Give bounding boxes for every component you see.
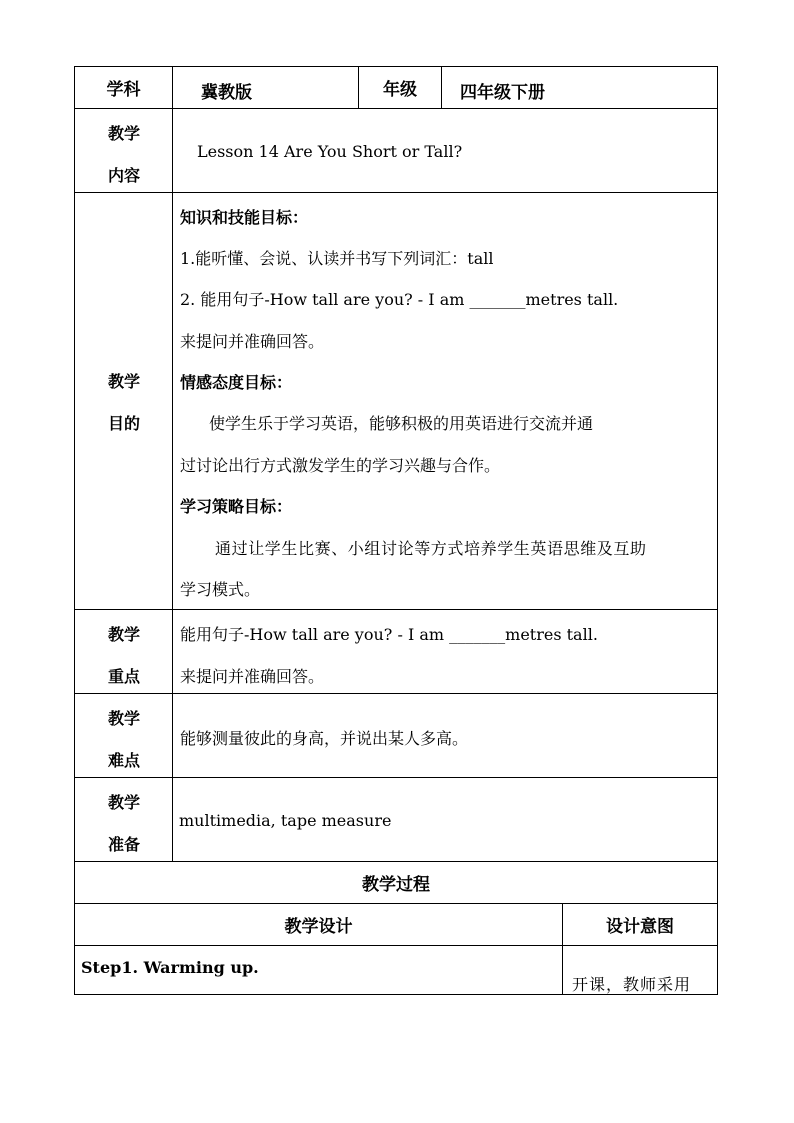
subject-label: 学科 <box>74 66 172 108</box>
objectives-label-line2: 目的 <box>107 414 140 433</box>
header-row <box>74 66 718 108</box>
preparation-label-line2: 准备 <box>107 835 140 854</box>
step1-cell <box>74 945 562 995</box>
strategy-line-1: 通过让学生比赛、小组讨论等方式培养学生英语思维及互助 <box>215 539 647 558</box>
knowledge-line-1: 1.能听懂、会说、认读并书写下列词汇：tall <box>180 249 494 268</box>
process-title-row <box>74 861 718 903</box>
lesson-title: Lesson 14 Are You Short or Tall? <box>197 142 463 161</box>
key-points-label-cell <box>74 609 172 693</box>
objectives-label-cell <box>74 192 172 609</box>
difficulties-text: 能够测量彼此的身高，并说出某人多高。 <box>180 729 469 748</box>
difficulties-value-cell <box>172 693 718 777</box>
knowledge-line-3: 来提问并准确回答。 <box>180 332 325 351</box>
strategy-line-2: 学习模式。 <box>180 580 261 599</box>
difficulties-label-line2: 难点 <box>107 751 140 770</box>
preparation-label-line1: 教学 <box>107 793 140 812</box>
content-label-line1: 教学 <box>107 124 140 143</box>
content-row <box>74 108 718 192</box>
key-points-row <box>74 609 718 693</box>
design-header: 教学设计 <box>74 903 562 945</box>
subject-value-cell <box>172 66 358 108</box>
step1-intent-text: 开课，教师采用 <box>572 975 692 994</box>
grade-label: 年级 <box>358 66 441 108</box>
content-label-cell <box>74 108 172 192</box>
difficulties-label-cell <box>74 693 172 777</box>
grade-value: 四年级下册 <box>460 83 545 103</box>
difficulties-label-line1: 教学 <box>107 709 140 728</box>
objectives-value-cell <box>172 192 718 609</box>
emotion-line-1: 使学生乐于学习英语，能够积极的用英语进行交流并通 <box>209 414 594 433</box>
preparation-text: multimedia, tape measure <box>179 811 392 830</box>
preparation-row <box>74 777 718 861</box>
emotion-heading: 情感态度目标： <box>180 373 293 392</box>
objectives-label-line1: 教学 <box>107 372 140 391</box>
step1-row <box>74 945 718 995</box>
key-points-label-line2: 重点 <box>107 667 140 686</box>
preparation-label-cell <box>74 777 172 861</box>
objectives-row <box>74 192 718 609</box>
intent-header: 设计意图 <box>562 903 718 945</box>
process-title: 教学过程 <box>74 861 718 903</box>
content-label-line2: 内容 <box>107 166 140 185</box>
key-points-label-line1: 教学 <box>107 625 140 644</box>
step1-text: Step1. Warming up. <box>81 958 259 977</box>
key-points-value-cell <box>172 609 718 693</box>
strategy-heading: 学习策略目标： <box>180 497 293 516</box>
emotion-line-2: 过讨论出行方式激发学生的学习兴趣与合作。 <box>180 456 501 475</box>
knowledge-heading: 知识和技能目标： <box>180 208 309 227</box>
key-points-line-1: 能用句子-How tall are you? - I am _______metres tall. <box>180 625 598 644</box>
subject-value: 冀教版 <box>201 83 252 103</box>
difficulties-row <box>74 693 718 777</box>
step1-intent-cell <box>562 945 718 995</box>
grade-value-cell <box>441 66 718 108</box>
process-header-row <box>74 903 718 945</box>
key-points-line-2: 来提问并准确回答。 <box>180 667 325 686</box>
knowledge-line-2: 2. 能用句子-How tall are you? - I am _______metres tall. <box>180 290 619 309</box>
preparation-value-cell <box>172 777 718 861</box>
content-value-cell <box>172 108 718 192</box>
